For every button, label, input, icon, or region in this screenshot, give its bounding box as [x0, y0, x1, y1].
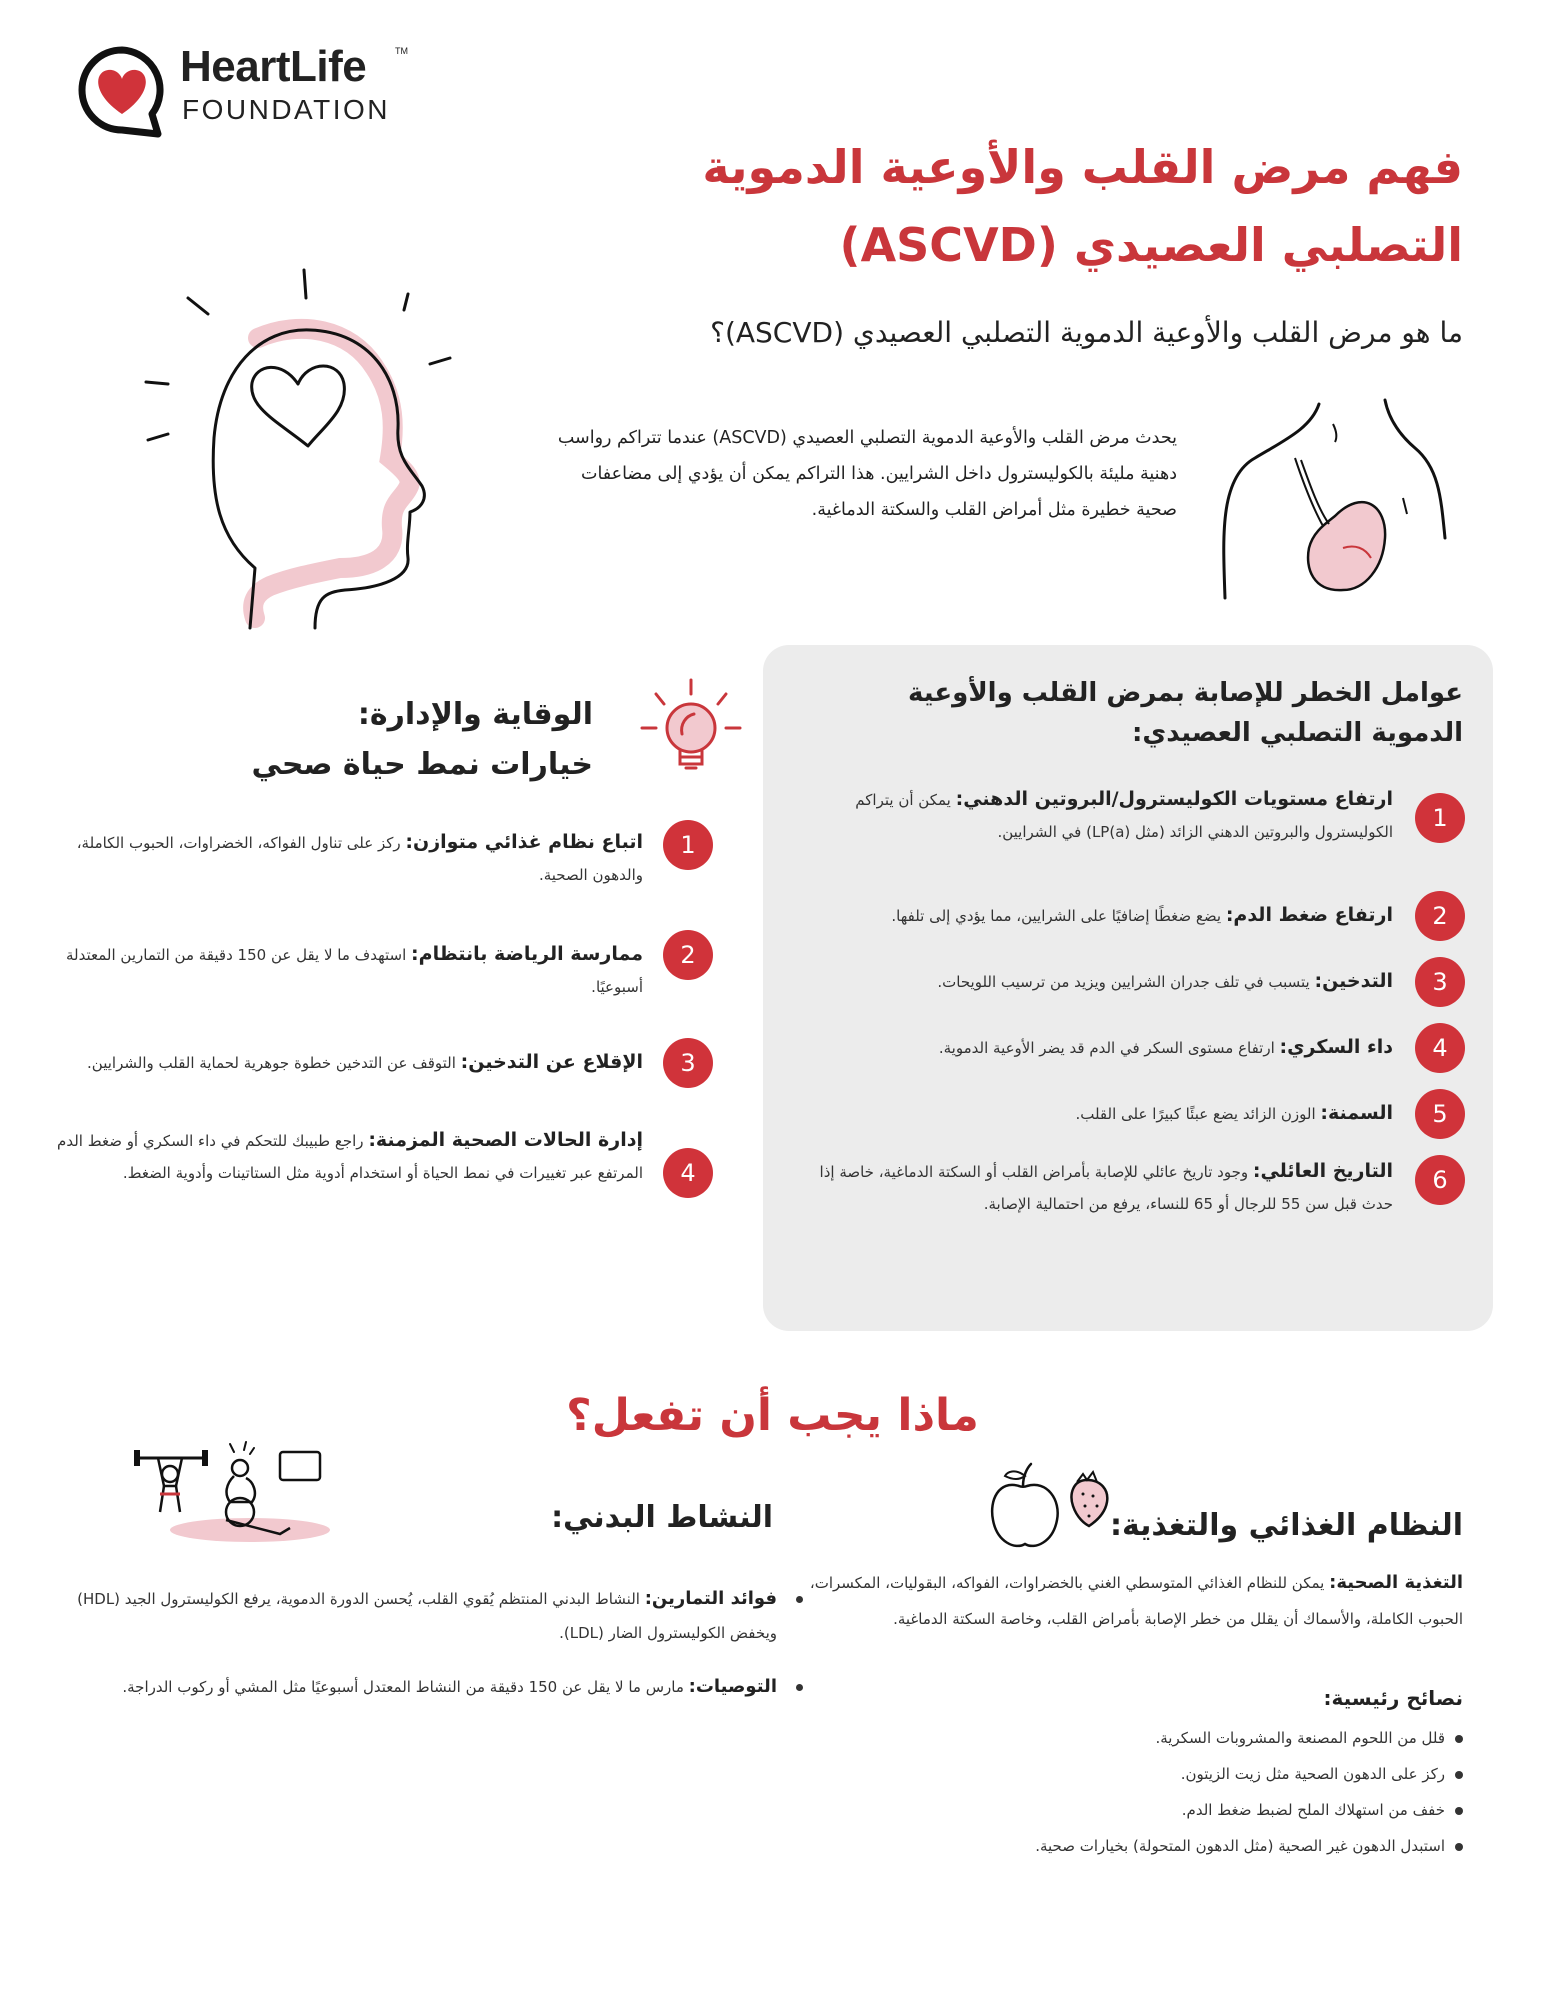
risk-item-2: ارتفاع ضغط الدم: يضع ضغطًا إضافيًا على الشرايين، مما يؤدي إلى تلفها.	[891, 904, 1393, 926]
risk-item-6: التاريخ العائلي: وجود تاريخ عائلي للإصابة بأمراض القلب أو السكتة الدماغية، خاصة إذا حدث قبل سن 55 للرجال أو 65 للنساء، يرفع من احتمالية الإصابة.	[819, 1160, 1393, 1213]
tip-item: خفف من استهلاك الملح لضبط ضغط الدم.	[863, 1798, 1463, 1822]
logo-brand: HeartLife	[180, 42, 367, 91]
lightbulb-icon	[636, 676, 746, 786]
prevention-title-line-2: خيارات نمط حياة صحي	[251, 747, 593, 782]
risk-item-3: التدخين: يتسبب في تلف جدران الشرايين ويزيد من ترسيب اللويحات.	[937, 970, 1393, 992]
bullet-icon	[1455, 1735, 1463, 1743]
tip-item: قلل من اللحوم المصنعة والمشروبات السكرية.	[863, 1726, 1463, 1750]
prevention-item-1: اتباع نظام غذائي متوازن: ركز على تناول الفواكه، الخضراوات، الحبوب الكاملة، والدهون الصحية.	[76, 831, 643, 884]
title-line-2: التصلبي العصيدي (ASCVD)	[839, 218, 1463, 272]
activity-item-1: فوائد التمارين: النشاط البدني المنتظم يُقوي القلب، يُحسن الدورة الدموية، يرفع الكوليسترول الجيد (HDL) ويخفض الكوليسترول الضار (LDL).	[77, 1582, 777, 1650]
diet-head: التغذية الصحية:	[1329, 1572, 1463, 1593]
risk-factors-panel	[763, 645, 1493, 1331]
prevention-item-4: إدارة الحالات الصحية المزمنة: راجع طبيبك للتحكم في داء السكري أو ضغط الدم المرتفع عبر تغييرات في نمط الحياة أو استخدام أدوية مثل الستاتينات وأدوية الضغط.	[57, 1129, 643, 1182]
diet-text: يمكن للنظام الغذائي المتوسطي الغني بالخضراوات، الفواكه، البقوليات، المكسرات، الحبوب الكاملة، والأسماك أن يقلل من خطر الإصابة بأمراض القلب، وخاصة السكتة الدماغية.	[809, 1574, 1463, 1628]
chest-heart-illustration	[1215, 398, 1455, 608]
title-line-1: فهم مرض القلب والأوعية الدموية	[702, 140, 1463, 194]
prevention-number-4: 4	[663, 1148, 713, 1198]
risk-item-4: داء السكري: ارتفاع مستوى السكر في الدم قد يضر الأوعية الدموية.	[938, 1036, 1393, 1058]
tips-title: نصائح رئيسية:	[1323, 1686, 1463, 1710]
head-heart-illustration	[140, 268, 470, 638]
tip-item: استبدل الدهون غير الصحية (مثل الدهون المتحولة) بخيارات صحية.	[863, 1834, 1463, 1858]
risk-number-5: 5	[1415, 1089, 1465, 1139]
prevention-item-2: ممارسة الرياضة بانتظام: استهدف ما لا يقل عن 150 دقيقة من التمارين المعتدلة أسبوعيًا.	[66, 943, 643, 996]
page-title	[563, 128, 1463, 284]
diet-paragraph	[803, 1565, 1463, 1637]
intro-paragraph: يحدث مرض القلب والأوعية الدموية التصلبي العصيدي (ASCVD) عندما تتراكم رواسب دهنية مليئة بالكوليسترول داخل الشرايين. هذا التراكم يمكن أن يؤدي إلى مضاعفات صحية خطيرة مثل أمراض القلب والسكتة الدماغية.	[557, 428, 1177, 520]
prevention-number-3: 3	[663, 1038, 713, 1088]
activity-title: النشاط البدني:	[551, 1500, 773, 1535]
bullet-icon	[1455, 1771, 1463, 1779]
prevention-title-line-1: الوقاية والإدارة:	[357, 697, 593, 732]
risk-item-1: ارتفاع مستويات الكوليسترول/البروتين الدهني: يمكن أن يتراكم الكوليسترول والبروتين الدهني الزائد (مثل LP(a)) في الشرايين.	[855, 788, 1393, 841]
logo	[72, 42, 432, 142]
prevention-title	[73, 690, 593, 790]
heart-bubble-icon	[72, 42, 172, 142]
prevention-item-3: الإقلاع عن التدخين: التوقف عن التدخين خطوة جوهرية لحماية القلب والشرايين.	[87, 1051, 643, 1073]
what-to-do-title: ماذا يجب أن تفعل؟	[566, 1390, 979, 1441]
risk-number-6: 6	[1415, 1155, 1465, 1205]
bullet-icon	[1455, 1807, 1463, 1815]
tip-item: ركز على الدهون الصحية مثل زيت الزيتون.	[863, 1762, 1463, 1786]
prevention-number-1: 1	[663, 820, 713, 870]
section-question: ما هو مرض القلب والأوعية الدموية التصلبي العصيدي (ASCVD)؟	[710, 316, 1463, 349]
risk-number-2: 2	[1415, 891, 1465, 941]
prevention-number-2: 2	[663, 930, 713, 980]
bullet-icon	[796, 1684, 803, 1691]
apple-strawberry-icon	[985, 1450, 1125, 1560]
risk-number-1: 1	[1415, 793, 1465, 843]
diet-title: النظام الغذائي والتغذية:	[1109, 1508, 1463, 1543]
logo-trademark: TM	[395, 46, 408, 56]
bullet-icon	[796, 1596, 803, 1603]
risk-number-4: 4	[1415, 1023, 1465, 1073]
bullet-icon	[1455, 1843, 1463, 1851]
risk-item-5: السمنة: الوزن الزائد يضع عبئًا كبيرًا على القلب.	[1075, 1102, 1393, 1124]
activity-item-2: التوصيات: مارس ما لا يقل عن 150 دقيقة من النشاط المعتدل أسبوعيًا مثل المشي أو ركوب الدراجة.	[77, 1670, 777, 1704]
risk-number-3: 3	[1415, 957, 1465, 1007]
risk-factors-title: عوامل الخطر للإصابة بمرض القلب والأوعية الدموية التصلبي العصيدي:	[908, 678, 1463, 748]
logo-foundation: FOUNDATION	[182, 94, 391, 125]
